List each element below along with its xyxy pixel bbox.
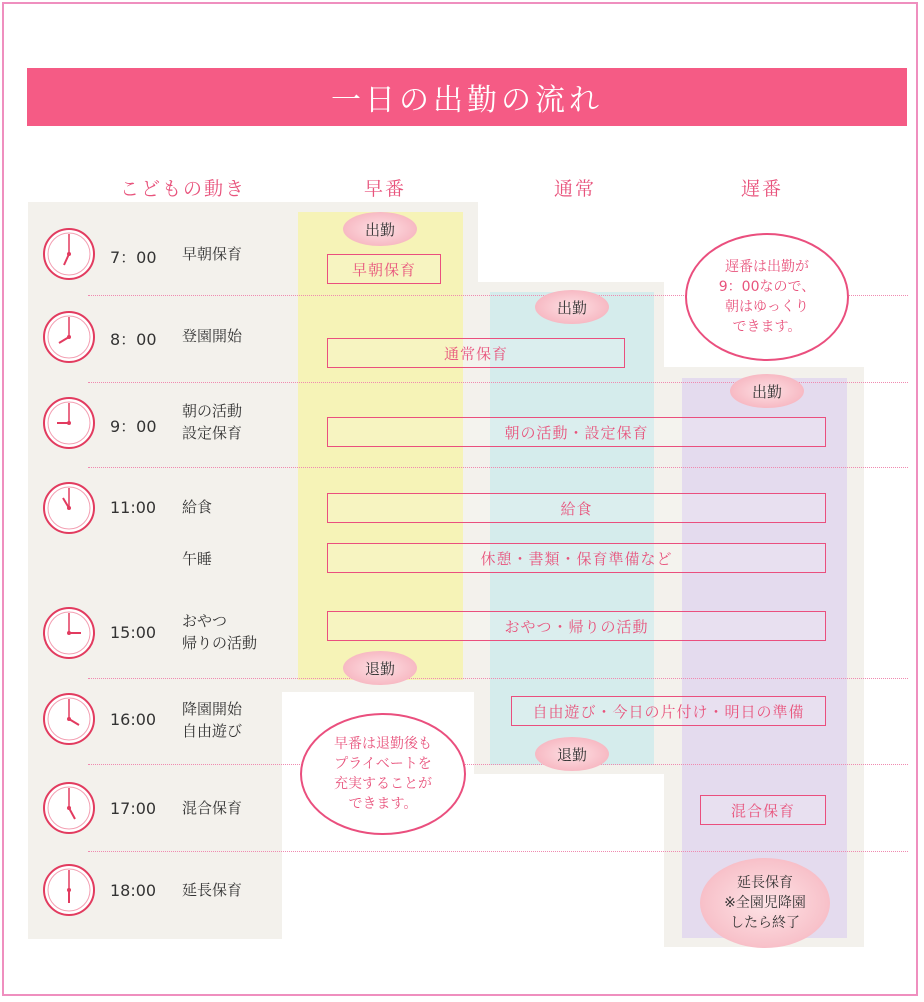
clock-icon bbox=[42, 310, 96, 364]
activity-label: 降園開始 自由遊び bbox=[182, 700, 243, 740]
clock-icon bbox=[42, 692, 96, 746]
header-late: 遅番 bbox=[740, 178, 783, 200]
time-label: 18:00 bbox=[110, 881, 157, 900]
activity-label: 登園開始 bbox=[182, 327, 243, 345]
header-early: 早番 bbox=[363, 178, 406, 200]
clock-icon bbox=[42, 781, 96, 835]
header-normal: 通常 bbox=[553, 178, 596, 200]
clock-icon bbox=[42, 396, 96, 450]
time-label: 17:00 bbox=[110, 799, 157, 818]
activity-label: 早朝保育 bbox=[182, 245, 243, 263]
snack-box: おやつ・帰りの活動 bbox=[327, 611, 826, 641]
late-shift-note: 遅番は出勤が 9：00なので、 朝はゆっくり できます。 bbox=[685, 233, 849, 361]
clock-icon bbox=[42, 606, 96, 660]
mixed-care-box: 混合保育 bbox=[700, 795, 826, 825]
leave-badge-normal: 退勤 bbox=[535, 737, 609, 771]
time-label: 7：00 bbox=[110, 248, 157, 267]
activity-label: 朝の活動 設定保育 bbox=[182, 402, 243, 442]
activity-label: 延長保育 bbox=[182, 881, 243, 899]
time-label: 16:00 bbox=[110, 710, 157, 729]
time-label: 8：00 bbox=[110, 330, 157, 349]
arrive-badge-normal: 出勤 bbox=[535, 290, 609, 324]
clock-icon bbox=[42, 227, 96, 281]
activity-label: 午睡 bbox=[182, 550, 213, 568]
activity-label: 給食 bbox=[182, 498, 213, 516]
arrive-badge-late: 出勤 bbox=[730, 374, 804, 408]
separator bbox=[88, 467, 908, 468]
time-label: 11:00 bbox=[110, 498, 157, 517]
separator bbox=[88, 678, 908, 679]
rest-box: 休憩・書類・保育準備など bbox=[327, 543, 826, 573]
extended-care-note: 延長保育 ※全園児降園 したら終了 bbox=[700, 858, 830, 948]
activity-label: おやつ 帰りの活動 bbox=[182, 612, 258, 652]
time-label: 15:00 bbox=[110, 623, 157, 642]
lunch-box: 給食 bbox=[327, 493, 826, 523]
leave-badge-early: 退勤 bbox=[343, 651, 417, 685]
separator bbox=[88, 851, 908, 852]
late-shift-column bbox=[682, 378, 847, 938]
free-play-box: 自由遊び・今日の片付け・明日の準備 bbox=[511, 696, 826, 726]
clock-icon bbox=[42, 863, 96, 917]
page-title: 一日の出勤の流れ bbox=[27, 68, 907, 126]
clock-icon bbox=[42, 481, 96, 535]
morning-activity-box: 朝の活動・設定保育 bbox=[327, 417, 826, 447]
header-children: こどもの動き bbox=[119, 178, 246, 200]
activity-label: 混合保育 bbox=[182, 799, 243, 817]
separator bbox=[88, 764, 908, 765]
early-shift-note: 早番は退勤後も プライベートを 充実することが できます。 bbox=[300, 713, 466, 835]
arrive-badge-early: 出勤 bbox=[343, 212, 417, 246]
early-morning-care-box: 早朝保育 bbox=[327, 254, 441, 284]
time-label: 9：00 bbox=[110, 417, 157, 436]
normal-care-box: 通常保育 bbox=[327, 338, 625, 368]
